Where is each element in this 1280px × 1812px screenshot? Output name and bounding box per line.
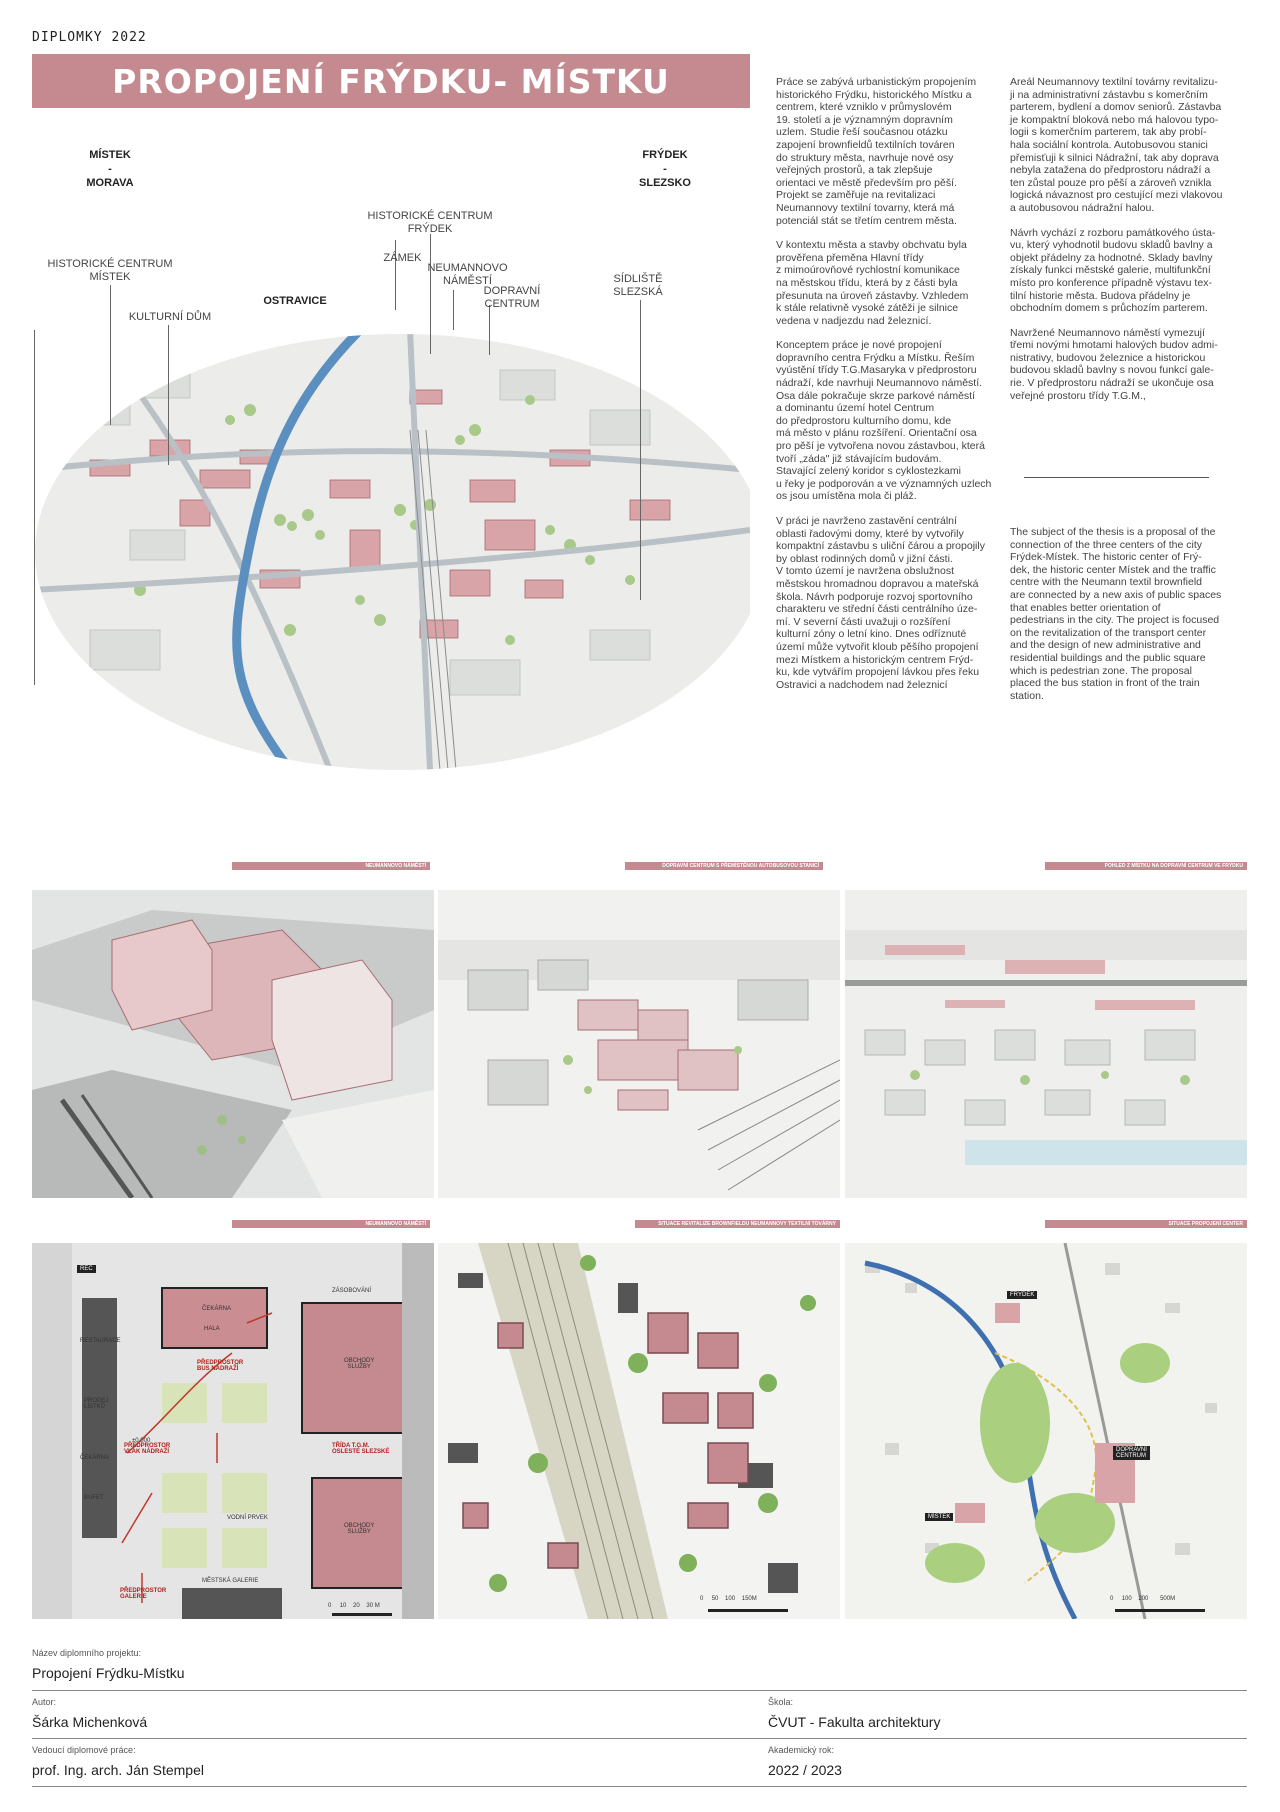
plan-label-mestska-galerie: MĚSTSKÁ GALERIE <box>202 1578 259 1584</box>
map-tag-frydek: FRÝDEK <box>1007 1291 1037 1299</box>
label-historicke-centrum-mistek: HISTORICKÉ CENTRUM MÍSTEK <box>47 258 173 283</box>
scale-tick: 100 <box>725 1596 736 1602</box>
footer-author-value: Šárka Michenková <box>32 1714 148 1730</box>
paragraph: V práci je navrženo zastavění centrální oblasti řadovými domy, které by vytvořily kompaktní zástavbu s uliční čárou a propojily by oblast rodinných domů v jižní části. V tomto území je navržena obslužnost městskou hromadnou dopravou a mateřská škola. Návrh podporuje rozvoj sportovního charakteru ve střední části centrálního úze- mí. V severní části uvažuji o rozšíření kulturní zóny o letní kino. Dnes odříznuté území může vytvořit kloub pěšího propojení mezi Místkem a historickým centrem Frýd- ku, kde vytvářím propojení lávkou přes řeku Ostravici a nadchodem nad železnicí <box>776 515 985 691</box>
plan-label-bufet: BUFET <box>84 1495 104 1501</box>
render-dopravni-centrum <box>438 890 840 1198</box>
leader-line <box>453 290 454 330</box>
footer-advisor-value: prof. Ing. arch. Ján Stempel <box>32 1762 204 1778</box>
footer-school-label: Škola: <box>768 1697 794 1707</box>
footer-project-label: Název diplomního projektu: <box>32 1648 142 1658</box>
paragraph: Navržené Neumannovo náměstí vymezují třemi novými hmotami halových budov admi- nistrativy, budovou železnice a historickou budovou skladů bavlny s novou funkcí gale- rie. V předprostoru nádraží se ukončuje osa veřejné prostoru třídy T.G.M., <box>1010 326 1218 402</box>
paragraph: V kontextu města a stavby obchvatu byla prověřena přeměna Hlavní třídy z mimoúrovňové rychlostní komunikace na městskou třídu, která by z části byla přesunuta na úroveň zástavby. Vzhledem k stále relativně vysoké zátěži je silnice vedena v nadjezdu nad železnicí. <box>776 239 969 327</box>
scale-tick: 500M <box>1160 1596 1176 1602</box>
label-sidliste-slezska: SÍDLIŠTĚ SLEZSKÁ <box>613 273 663 298</box>
plan-label-obchody: OBCHODY SLUŽBY <box>344 1358 375 1370</box>
leader-line <box>168 325 169 465</box>
footer-project-value: Propojení Frýdku-Místku <box>32 1665 185 1681</box>
plan-label-obchody-2: OBCHODY SLUŽBY <box>344 1523 375 1535</box>
paragraph: Konceptem práce je nové propojení dopravního centra Frýdku a Místku. Řeším vyústění třídy T.G.Masaryka v předprostoru nádraží, kde navrhuji Neumannovo náměstí. Osa dále pokračuje skrze parkové náměstí a dominantu území hotel Centrum do předprostoru kulturního domu, kde má město v plánu rozšíření. Orientační osa pro pěší je vytvořena novou zástavbou, která tvoří „záda" již stávajícím budovám. Stavající zelený koridor s cyklostezkami u řeky je podporován a ve významných uzlech os jsou umístěna mola či pláž. <box>776 339 992 503</box>
plan-label-hala: HALA <box>204 1326 220 1332</box>
region-label-mistek: MÍSTEK - MORAVA <box>86 149 134 189</box>
panel-caption: SITUACE REVITALIZE BROWNFIELDU NEUMANNOVY TEXTILNÍ TOVÁRNY <box>658 1221 836 1227</box>
scale-bar-3 <box>1110 1596 1175 1602</box>
footer-year-value: 2022 / 2023 <box>768 1762 842 1778</box>
scale-tick: 50 <box>711 1596 719 1602</box>
paragraph: Práce se zabývá urbanistickým propojením historického Frýdku, historického Místku a centrem, které vzniklo v průmyslovém 19. století a je významným dopravním uzlem. Studie řeší současnou otázku zapojení brownfieldů textilních továren do struktury města, navrhuje nové osy veřejných prostorů, a tak zlepšuje orientaci ve městě především pro pěší. Projekt se zaměřuje na revitalizaci Neumannovy textilní tovarny, která má potenciál stát se třetím centrem města. <box>776 76 977 227</box>
render-neumannovo-namesti <box>32 890 434 1198</box>
plan-label-predprostor-vlak: PŘEDPROSTOR VLAK NÁDRAŽÍ <box>124 1443 171 1455</box>
scale-tick: 100 <box>1121 1596 1132 1602</box>
plan-drawing <box>845 1243 1247 1619</box>
map-tag-dopravni-centrum: DOPRAVNÍ CENTRUM <box>1113 1446 1150 1460</box>
paragraph: Návrh vychází z rozboru památkového ústa- vu, který vyhodnotil budovu skladů bavlny a objekt přádelny za hodnotné. Sklady bavlny získaly funkci městské galerie, multifunkční místo pro konference případně výstavu tex- tilní historie města. Budova přádelny je obchodním domem s průchozím parterem. <box>1010 226 1216 315</box>
label-dopravni-centrum: DOPRAVNÍ CENTRUM <box>483 285 541 310</box>
plan-label-trida-tgm: TŘÍDA T.G.M. OSLESTÉ SLEZSKÉ <box>332 1443 390 1455</box>
panel-band <box>232 862 430 870</box>
panel-band <box>1045 1220 1247 1228</box>
plan-label-predprostor-galerie: PŘEDPROSTOR GALERIE <box>120 1588 167 1600</box>
panel-caption: NEUMANNOVO NÁMĚSTÍ <box>365 863 426 869</box>
panel-band <box>232 1220 430 1228</box>
title-banner <box>32 54 750 108</box>
scale-bar-2 <box>700 1596 757 1602</box>
paragraph: Areál Neumannovy textilní továrny revitalizu- ji na administrativní zástavbu s komerčním parterem, bydlení a domov seniorů. Zástavba je kompaktní bloková nebo má halovou typo- logii s komerčním parterem, tak aby probí- hala sociální kontrola. Autobusovou stanici přemisťuji k silnici Nádražní, tak aby doprava nebyla zatažena do předprostoru nádraží a ten zůstal pouze pro pěší a zároveň vznikla logická návaznost pro cestující mezi vlakovou a autobusovou nádražní halou. <box>1010 76 1223 214</box>
scale-tick: 0 <box>700 1596 704 1602</box>
plan-label-zasobovani: ZÁSOBOVÁNÍ <box>332 1288 372 1294</box>
english-summary: The subject of the thesis is a proposal of the connection of the three centers of the city Frýdek-Místek. The historic center of Frý- dek, the historic center Místek and the traffic centre with the Neumann textil brownfield are connected by a new axis of public spaces that enables better orientation of pedestrians in the city. The project is focused on the revitalization of the transport center and the design of new administrative and residential buildings and the public square which is pedestrian zone. The proposal placed the bus station in front of the train station. <box>1010 526 1222 702</box>
scale-tick: 0 <box>1110 1596 1114 1602</box>
render-drawing <box>32 890 434 1198</box>
plan-label-rec: REC <box>77 1265 96 1273</box>
plan-drawing <box>32 1243 434 1619</box>
render-drawing <box>438 890 840 1198</box>
text-column-cz-2 <box>1010 76 1250 414</box>
text-column-cz-1 <box>776 76 1006 703</box>
axonometric-map-drawing <box>30 330 750 770</box>
plan-label-cekarna-hall: ČEKÁRNA <box>202 1306 232 1312</box>
leader-line <box>489 305 490 355</box>
scale-tick: 0 <box>328 1603 332 1609</box>
panel-caption: POHLED Z MÍSTKU NA DOPRAVNÍ CENTRUM VE FRÝDKU <box>1104 863 1243 869</box>
panel-caption: SITUACE PROPOJENÍ CENTER <box>1168 1221 1243 1227</box>
scale-tick: 10 <box>339 1603 347 1609</box>
panel-band <box>625 862 823 870</box>
footer-year-label: Akademický rok: <box>768 1745 835 1755</box>
region-label-frydek: FRÝDEK - SLEZSKO <box>639 149 691 189</box>
header-tag: DIPLOMKY 2022 <box>32 30 147 45</box>
panel-band <box>1045 862 1247 870</box>
scale-bar-1 <box>328 1603 380 1609</box>
label-kulturni-dum: KULTURNÍ DŮM <box>128 311 212 323</box>
scale-tick: 20 <box>353 1603 360 1609</box>
page-title: PROPOJENÍ FRÝDKU- MÍSTKU <box>112 61 670 101</box>
plan-situace-brownfield <box>438 1243 840 1619</box>
footer-advisor-label: Vedoucí diplomové práce: <box>32 1745 136 1755</box>
footer-rule <box>32 1738 1247 1739</box>
footer-author-label: Autor: <box>32 1697 57 1707</box>
leader-line <box>34 330 35 685</box>
plan-label-vodni-prvek: VODNÍ PRVEK <box>227 1515 268 1521</box>
scale-tick: 150M <box>741 1596 757 1602</box>
leader-line <box>640 300 641 600</box>
plan-neumannovo-namesti <box>32 1243 434 1619</box>
text-column-en <box>1010 526 1250 714</box>
plan-label-cekarna: ČEKÁRNA <box>80 1455 110 1461</box>
footer-rule <box>32 1690 1247 1691</box>
plan-drawing <box>438 1243 840 1619</box>
plan-situace-propojeni-center <box>845 1243 1247 1619</box>
label-zamek: ZÁMEK <box>383 252 422 264</box>
label-neumannovo-namesti: NEUMANNOVO NÁMĚSTÍ <box>427 262 508 287</box>
plan-label-prodej: PRODEJ LÍSTKŮ <box>84 1398 109 1410</box>
map-tag-mistek: MÍSTEK <box>925 1513 953 1521</box>
scale-tick: 200 <box>1138 1596 1149 1602</box>
panel-caption: NEUMANNOVO NÁMĚSTÍ <box>365 1221 426 1227</box>
plan-label-level: ±0,000 <box>132 1438 151 1444</box>
footer-rule <box>32 1786 1247 1787</box>
leader-line <box>430 234 431 354</box>
render-drawing <box>845 890 1247 1198</box>
label-ostravice: OSTRAVICE <box>263 295 327 307</box>
axonometric-map <box>30 330 750 770</box>
leader-line <box>110 285 111 425</box>
plan-label-predprostor-bus: PŘEDPROSTOR BUS NÁDRAŽÍ <box>197 1360 244 1372</box>
text-separator <box>1024 477 1209 478</box>
scale-tick: 30 M <box>366 1603 380 1609</box>
label-historicke-centrum-frydek: HISTORICKÉ CENTRUM FRÝDEK <box>367 210 493 235</box>
leader-line <box>395 240 396 310</box>
panel-caption: DOPRAVNÍ CENTRUM S PŘEMÍSTĚNOU AUTOBUSOVOU STANICÍ <box>662 863 819 869</box>
render-pohled-z-mistku <box>845 890 1247 1198</box>
footer-school-value: ČVUT - Fakulta architektury <box>768 1714 941 1730</box>
panel-band <box>635 1220 840 1228</box>
plan-label-restaurace: RESTAURACE <box>80 1338 121 1344</box>
